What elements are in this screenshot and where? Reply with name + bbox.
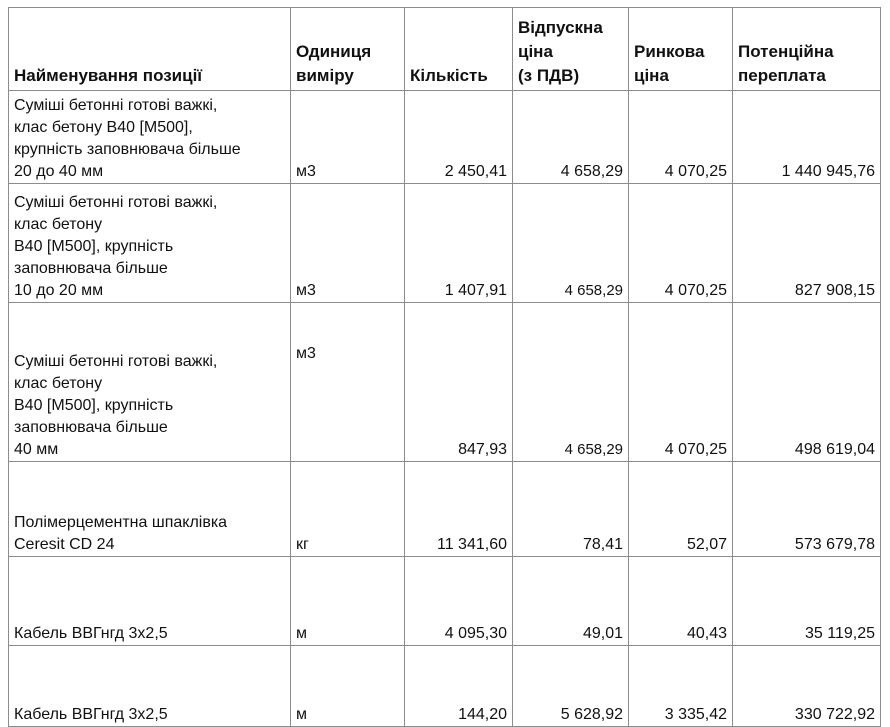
cell-unit: м [291, 557, 405, 646]
table-row [9, 184, 881, 303]
cell-market-price: 4 070,25 [629, 184, 733, 303]
cell-name: Суміші бетонні готові важкі, клас бетону В40 [М500], крупність заповнювача більше 40 мм [9, 303, 291, 462]
table-row [9, 557, 881, 646]
cell-quantity: 11 341,60 [405, 462, 513, 557]
cell-price: 4 658,29 [513, 303, 629, 462]
cell-price: 5 628,92 [513, 646, 629, 727]
cell-unit: м [291, 646, 405, 727]
cell-market-price: 3 335,42 [629, 646, 733, 727]
cell-quantity: 4 095,30 [405, 557, 513, 646]
cell-unit: м3 [291, 303, 405, 462]
cell-market-price: 52,07 [629, 462, 733, 557]
cell-overpayment: 1 440 945,76 [733, 91, 881, 184]
header-overpayment: Потенційна переплата [733, 8, 881, 91]
cell-market-price: 40,43 [629, 557, 733, 646]
header-quantity: Кількість [405, 8, 513, 91]
cell-quantity: 1 407,91 [405, 184, 513, 303]
cell-market-price: 4 070,25 [629, 303, 733, 462]
cell-name: Суміші бетонні готові важкі, клас бетону В40 [М500], крупність заповнювача більше 10 до 20 мм [9, 184, 291, 303]
cell-quantity: 847,93 [405, 303, 513, 462]
cell-quantity: 144,20 [405, 646, 513, 727]
table-row [9, 91, 881, 184]
cell-unit: кг [291, 462, 405, 557]
cell-market-price: 4 070,25 [629, 91, 733, 184]
cell-overpayment: 573 679,78 [733, 462, 881, 557]
table-row [9, 303, 881, 462]
header-price: Відпускна ціна (з ПДВ) [513, 8, 629, 91]
cell-overpayment: 35 119,25 [733, 557, 881, 646]
cell-unit: м3 [291, 91, 405, 184]
cell-overpayment: 827 908,15 [733, 184, 881, 303]
cell-price: 4 658,29 [513, 184, 629, 303]
cell-name: Кабель ВВГнгд 3х2,5 [9, 557, 291, 646]
header-unit: Одиниця виміру [291, 8, 405, 91]
cell-unit: м3 [291, 184, 405, 303]
cell-overpayment: 330 722,92 [733, 646, 881, 727]
header-row [9, 8, 881, 91]
cell-name: Суміші бетонні готові важкі, клас бетону В40 [М500], крупність заповнювача більше 20 до 40 мм [9, 91, 291, 184]
header-market-price: Ринкова ціна [629, 8, 733, 91]
table-row [9, 646, 881, 727]
cell-quantity: 2 450,41 [405, 91, 513, 184]
price-comparison-table [8, 7, 881, 727]
cell-overpayment: 498 619,04 [733, 303, 881, 462]
header-name: Найменування позиції [9, 8, 291, 91]
cell-price: 4 658,29 [513, 91, 629, 184]
cell-name: Полімерцементна шпаклівка Ceresit CD 24 [9, 462, 291, 557]
table-row [9, 462, 881, 557]
cell-price: 78,41 [513, 462, 629, 557]
cell-price: 49,01 [513, 557, 629, 646]
cell-name: Кабель ВВГнгд 3х2,5 [9, 646, 291, 727]
